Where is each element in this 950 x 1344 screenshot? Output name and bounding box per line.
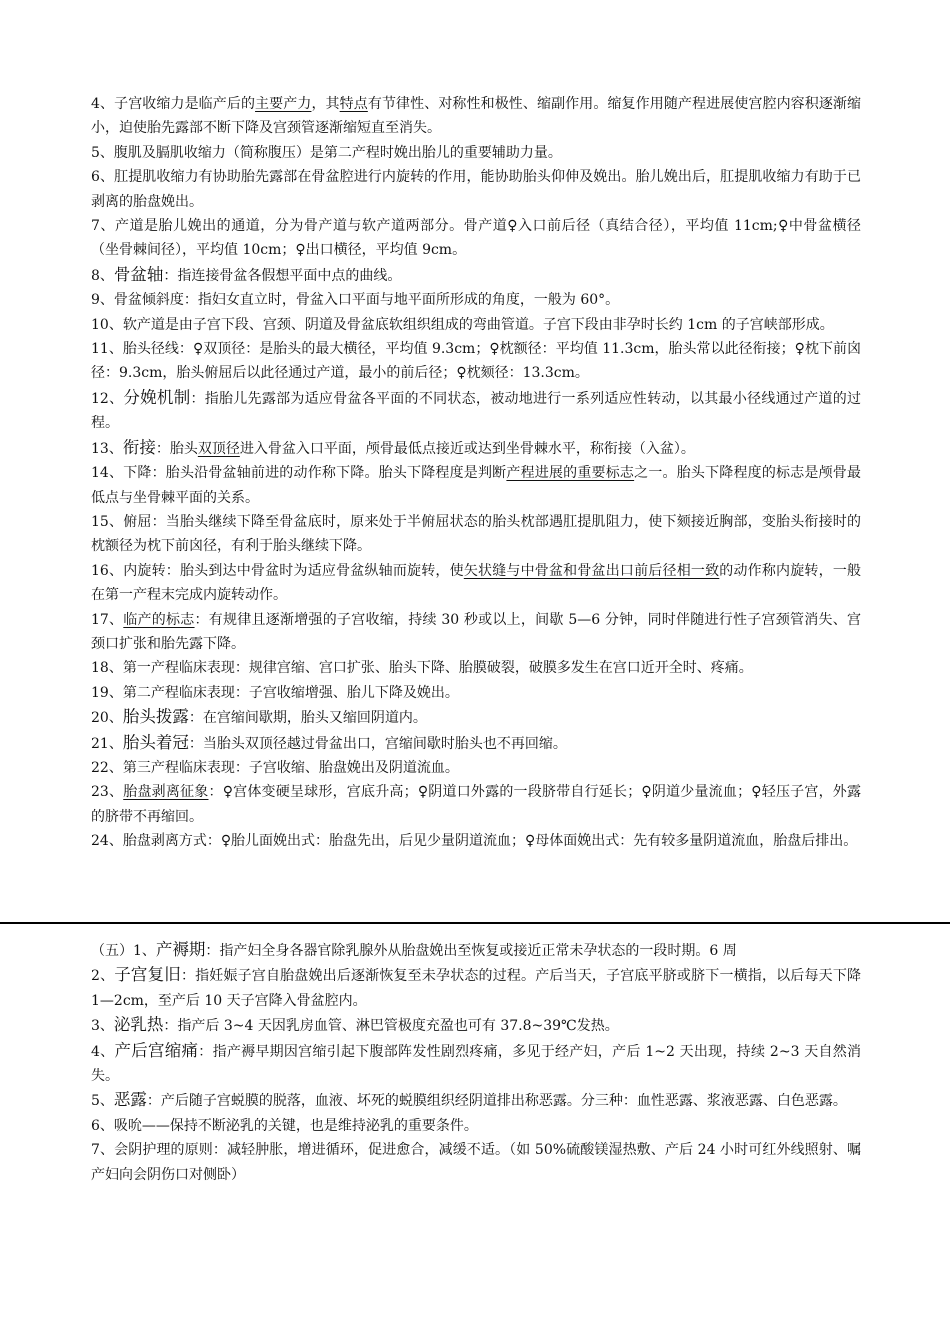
paragraph-q3: [91, 1013, 861, 1038]
paragraph-24: 24、胎盘剥离方式：♀胎儿面娩出式：胎盘先出，后见少量阴道流血；♀母体面娩出式：先有较多量阴道流血，胎盘后排出。: [91, 833, 858, 850]
paragraph-20: [91, 705, 861, 730]
paragraph-18: 18、第一产程临床表现：规律宫缩、宫口扩张、胎头下降、胎膜破裂，破膜多发生在宫口近开全时、疼痛。: [91, 660, 753, 677]
definition-text: ：指连接骨盆各假想平面中点的曲线。: [163, 267, 402, 284]
definition-text: ：指产妇全身各器官除乳腺外从胎盘娩出至恢复或接近正常未孕状态的一段时期。6 周: [205, 943, 737, 959]
item-number: 21、: [91, 735, 123, 752]
paragraph-q6: 6、吸吮——保持不断泌乳的关键，也是维持泌乳的重要条件。: [91, 1117, 478, 1134]
text: ：♀宫体变硬呈球形，宫底升高；♀阴道口外露的一段脐带自行延长；♀阴道少量流血；♀轻压子宫，外露的脐带不再缩回。: [91, 784, 861, 825]
definition-text: ：当胎头双顶径越过骨盆出口，宫缩间歇时胎头也不再回缩。: [188, 735, 567, 752]
text: 有节律性、对称性和极性、缩副作用。缩复作用随产程进展使宫腔内容积逐渐缩小，迫使胎先露部不断下降及宫颈管逐渐缩短直至消失。: [91, 96, 862, 137]
paragraph-q4: [91, 1039, 861, 1089]
puerperium-section: [91, 938, 861, 1187]
paragraph-5: 5、腹肌及膈肌收缩力（简称腹压）是第二产程时娩出胎儿的重要辅助力量。: [91, 144, 562, 161]
labor-process-section: [91, 92, 861, 854]
definition-text: ：指产后 3~4 天因乳房血管、淋巴管极度充盈也可有 37.8~39℃发热。: [163, 1018, 619, 1035]
paragraph-q1: [91, 938, 861, 963]
text: 的动作称内旋转，一般在第一产程末完成内旋转动作。: [91, 562, 862, 604]
item-number: 2、: [91, 968, 115, 985]
definition-text: ：在宫缩间歇期，胎头又缩回阴道内。: [188, 710, 427, 727]
definition-text: ：指产褥早期因宫缩引起下腹部阵发性剧烈疼痛，多见于经产妇，产后 1~2 天出现，持续 2~3 天自然消失。: [91, 1043, 861, 1085]
section-divider: [0, 922, 950, 924]
paragraph-q5: [91, 1088, 861, 1113]
underlined-term: 矢状缝与中骨盆和骨盆出口前后径相一致: [463, 562, 720, 579]
key-term: 产褥期: [155, 940, 206, 959]
key-term: 泌乳热: [113, 1015, 164, 1035]
key-term: 胎头着冠: [122, 732, 189, 752]
paragraph-q7: 7、会阴护理的原则：减轻肿胀，增进循环，促进愈合，减缓不适。（如 50%硫酸镁湿热敷、产后 24 小时可红外线照射、嘱产妇向会阴伤口对侧卧）: [91, 1142, 861, 1183]
paragraph-17: [91, 608, 861, 657]
key-term: 产后宫缩痛: [114, 1040, 199, 1060]
key-term: 胎头拨露: [122, 707, 189, 727]
paragraph-12: [91, 386, 861, 436]
text: ：胎头: [155, 440, 198, 457]
paragraph-19: 19、第二产程临床表现：子宫收缩增强、胎儿下降及娩出。: [91, 684, 459, 701]
text: 进入骨盆入口平面，颅骨最低点接近或达到坐骨棘水平，称衔接（入盆）。: [239, 440, 695, 457]
paragraph-6: 6、肛提肌收缩力有协助胎先露部在骨盆腔进行内旋转的作用，能协助胎头仰伸及娩出。胎儿娩出后，肛提肌收缩力有助于已剥离的胎盘娩出。: [91, 169, 861, 210]
text: 之一。胎头下降程度的标志是颅骨最低点与坐骨棘平面的关系。: [91, 465, 862, 506]
underlined-term: 特点: [339, 96, 368, 112]
item-number: 13、: [91, 440, 123, 457]
item-number: 17、: [91, 611, 124, 628]
item-number: 8、: [91, 267, 114, 284]
underlined-term: 临产的标志: [123, 611, 195, 628]
paragraph-4: [91, 92, 861, 141]
item-number: 20、: [91, 710, 123, 727]
key-term: 衔接: [122, 437, 156, 457]
underlined-term: 产程进展的重要标志: [506, 465, 635, 482]
key-term: 骨盆轴: [113, 264, 164, 284]
item-number: 3、: [91, 1018, 114, 1035]
underlined-term: 胎盘剥离征象: [123, 784, 209, 801]
text: ：有规律且逐渐增强的子宫收缩，持续 30 秒或以上，间歇 5—6 分钟，同时伴随进行性子宫颈管消失、宫颈口扩张和胎先露下降。: [91, 611, 861, 652]
paragraph-8: [91, 263, 861, 288]
paragraph-16: [91, 559, 861, 608]
item-number: 5、: [91, 1093, 114, 1110]
key-term: 恶露: [113, 1090, 147, 1110]
item-number: 23、: [91, 784, 124, 801]
paragraph-14: [91, 461, 861, 510]
paragraph-23: [91, 780, 861, 829]
text: 4、子宫收缩力是临产后的: [91, 96, 256, 112]
text: ，其: [311, 96, 340, 112]
paragraph-22: 22、第三产程临床表现：子宫收缩、胎盘娩出及阴道流血。: [91, 759, 459, 776]
definition-text: ：产后随子宫蜕膜的脱落，血液、坏死的蜕膜组织经阴道排出称恶露。分三种：血性恶露、浆液恶露、白色恶露。: [146, 1093, 847, 1110]
paragraph-15: 15、俯屈：当胎头继续下降至骨盆底时，原来处于半俯屈状态的胎头枕部遇肛提肌阻力，使下颏接近胸部，变胎头衔接时的枕额径为枕下前囟径，有利于胎头继续下降。: [91, 513, 861, 555]
underlined-term: 主要产力: [255, 96, 312, 112]
definition-text: ：指胎儿先露部为适应骨盆各平面的不同状态，被动地进行一系列适应性转动，以其最小径线通过产道的过程。: [91, 390, 862, 432]
key-term: 子宫复旧: [114, 965, 181, 985]
paragraph-7: 7、产道是胎儿娩出的通道，分为骨产道与软产道两部分。骨产道♀入口前后径（真结合径），平均值 11cm;♀中骨盆横径（坐骨棘间径），平均值 10cm；♀出口横径，平均值 9cm。: [91, 218, 861, 259]
paragraph-10: 10、软产道是由子宫下段、宫颈、阴道及骨盆底软组织组成的弯曲管道。子宫下段由非孕时长约 1cm 的子宫峡部形成。: [91, 316, 834, 333]
item-number: （五）1、: [91, 943, 156, 959]
underlined-term: 双顶径: [197, 440, 240, 457]
paragraph-9: 9、骨盆倾斜度：指妇女直立时，骨盆入口平面与地平面所形成的角度，一般为 60°。: [91, 292, 620, 309]
paragraph-13: [91, 436, 861, 461]
paragraph-q2: [91, 963, 861, 1013]
text: 16、内旋转：胎头到达中骨盆时为适应骨盆纵轴而旋转，使: [91, 562, 464, 579]
item-number: 4、: [91, 1043, 115, 1060]
definition-text: ：指妊娠子宫自胎盘娩出后逐渐恢复至未孕状态的过程。产后当天，子宫底平脐或脐下一横指，以后每天下降 1—2cm，至产后 10 天子宫降入骨盆腔内。: [91, 968, 861, 1009]
paragraph-21: [91, 731, 861, 756]
item-number: 12、: [91, 390, 124, 407]
text: 14、下降：胎头沿骨盆轴前进的动作称下降。胎头下降程度是判断: [91, 465, 507, 482]
paragraph-11: 11、胎头径线：♀双顶径：是胎头的最大横径，平均值 9.3cm；♀枕额径：平均值 11.3cm，胎头常以此径衔接；♀枕下前囟径：9.3cm，胎头俯屈后以此径通过产道，最小的前后径；♀枕颏径：13.3cm。: [91, 341, 861, 382]
key-term: 分娩机制: [123, 387, 191, 407]
